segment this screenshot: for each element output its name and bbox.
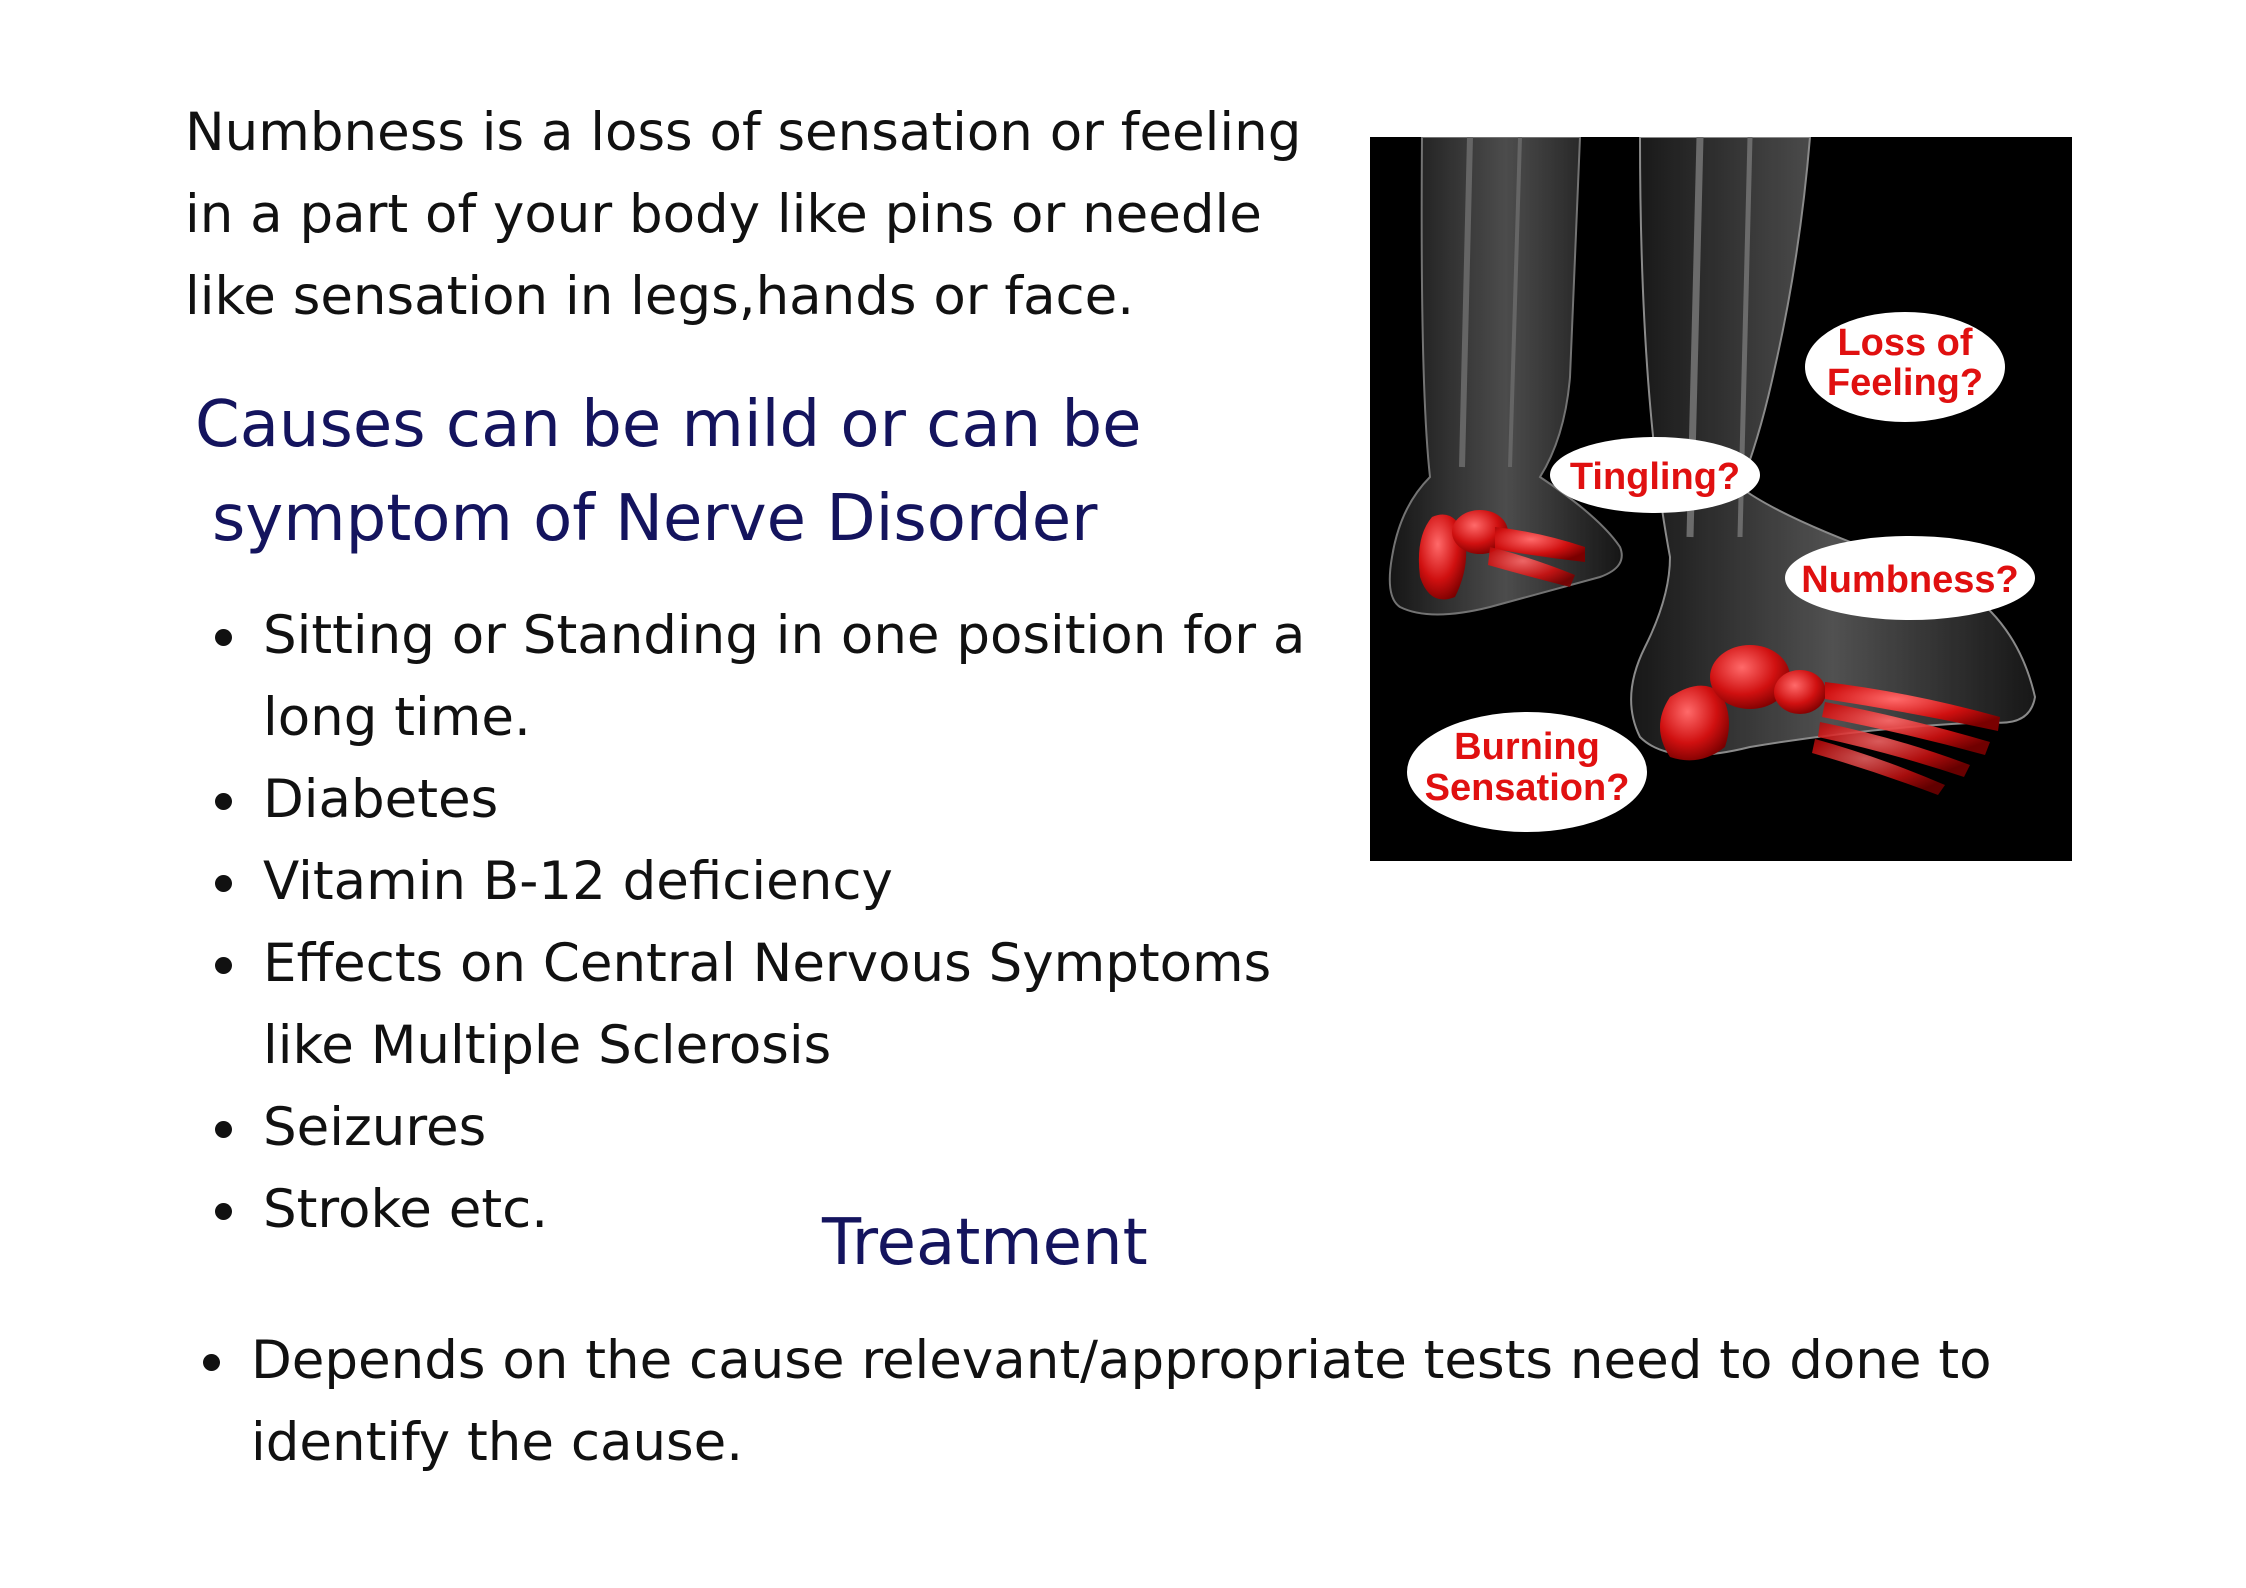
intro-line: like sensation in legs,hands or face.: [185, 266, 1135, 327]
list-item: Vitamin B-12 deficiency: [185, 841, 1335, 923]
bubble-label: Burning: [1454, 726, 1600, 768]
list-item: Diabetes: [185, 759, 1335, 841]
list-item: Seizures: [185, 1087, 1335, 1169]
list-item: Effects on Central Nervous Symptoms like Multiple Sclerosis: [185, 923, 1335, 1087]
bubble-label: Sensation?: [1424, 767, 1630, 809]
bubble-label: Feeling?: [1826, 362, 1984, 404]
numbness-bubble: [1785, 536, 2035, 620]
bubble-label: Numbness?: [1801, 559, 2019, 601]
causes-heading: [195, 378, 1195, 566]
list-item: Sitting or Standing in one position for a long time.: [185, 595, 1335, 759]
causes-heading-line: symptom of Nerve Disorder: [212, 482, 1098, 556]
burning-sensation-bubble: [1407, 712, 1647, 832]
causes-heading-line: Causes can be mild or can be: [195, 388, 1142, 462]
feet-xray-graphic: [1370, 137, 2072, 861]
intro-line: Numbness is a loss of sensation or feeling: [185, 102, 1302, 163]
loss-of-feeling-bubble: [1805, 312, 2005, 422]
intro-line: in a part of your body like pins or needle: [185, 184, 1262, 245]
treatment-heading: Treatment: [822, 1206, 1148, 1280]
bubble-label: Loss of: [1837, 322, 1973, 364]
list-item: Depends on the cause relevant/appropriate tests need to done to identify the cause.: [173, 1320, 2073, 1484]
treatment-list: [173, 1320, 2073, 1484]
tingling-bubble: [1550, 437, 1760, 513]
causes-list: [185, 595, 1335, 1251]
intro-paragraph: [185, 92, 1345, 338]
list-item: Stroke etc.: [185, 1169, 1335, 1251]
feet-xray-illustration: [1370, 137, 2072, 861]
bubble-label: Tingling?: [1569, 456, 1741, 498]
